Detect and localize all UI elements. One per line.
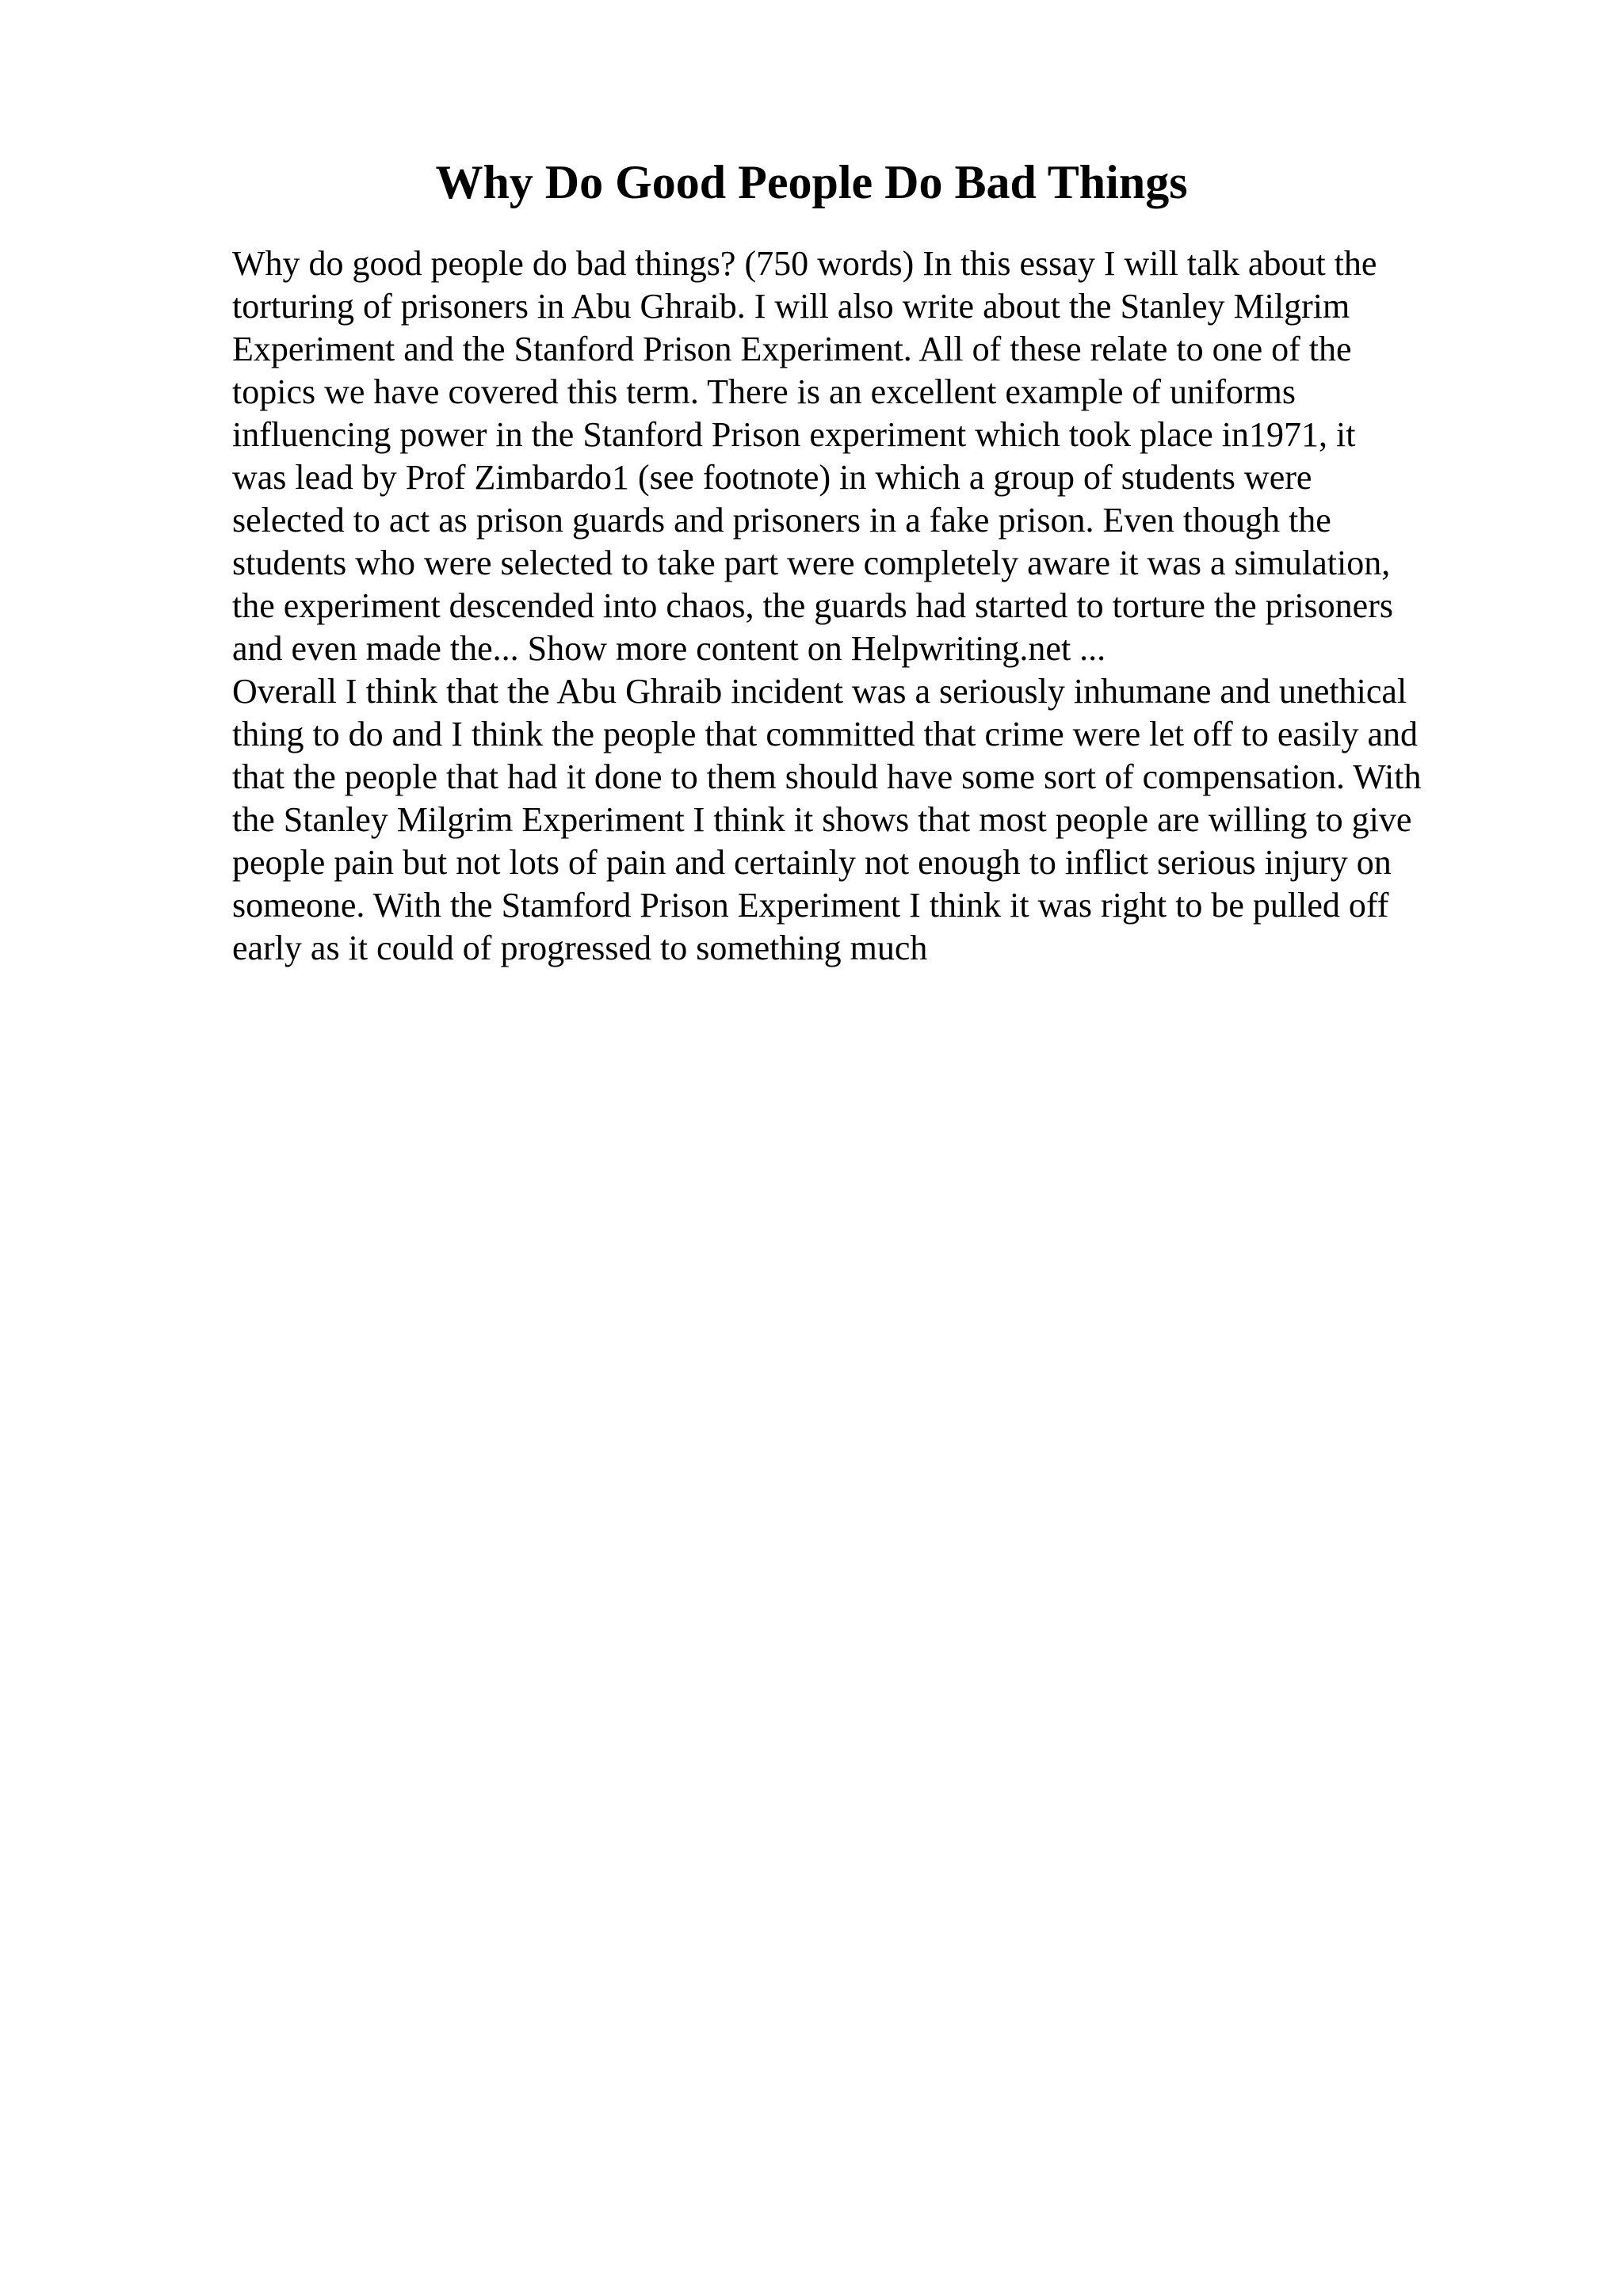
- body-line: Why do good people do bad things? (750 words) In this essay I will talk about the: [232, 244, 1377, 283]
- essay-body: [232, 242, 1516, 970]
- body-line: Overall I think that the Abu Ghraib incident was a seriously inhumane and unethical: [232, 672, 1407, 711]
- body-line: topics we have covered this term. There is an excellent example of uniforms: [232, 372, 1296, 411]
- body-line: was lead by Prof Zimbardo1 (see footnote) in which a group of students were: [232, 458, 1312, 497]
- body-line: torturing of prisoners in Abu Ghraib. I will also write about the Stanley Milgrim: [232, 287, 1350, 326]
- body-line: selected to act as prison guards and prisoners in a fake prison. Even though the: [232, 501, 1331, 540]
- body-line: the experiment descended into chaos, the guards had started to torture the prisoners: [232, 586, 1393, 625]
- body-line: the Stanley Milgrim Experiment I think it shows that most people are willing to give: [232, 800, 1412, 839]
- body-line: that the people that had it done to them should have some sort of compensation. With: [232, 757, 1422, 796]
- body-line: and even made the... Show more content on Helpwriting.net ...: [232, 629, 1106, 668]
- body-line: thing to do and I think the people that committed that crime were let off to easily and: [232, 715, 1418, 753]
- body-line: influencing power in the Stanford Prison experiment which took place in1971, it: [232, 415, 1356, 454]
- body-line: Experiment and the Stanford Prison Experiment. All of these relate to one of the: [232, 330, 1352, 368]
- body-line: someone. With the Stamford Prison Experiment I think it was right to be pulled off: [232, 886, 1389, 925]
- body-line: students who were selected to take part were completely aware it was a simulation,: [232, 543, 1391, 582]
- page-title: Why Do Good People Do Bad Things: [435, 156, 1188, 208]
- body-line: early as it could of progressed to something much: [232, 929, 928, 967]
- body-line: people pain but not lots of pain and certainly not enough to inflict serious injury on: [232, 843, 1392, 882]
